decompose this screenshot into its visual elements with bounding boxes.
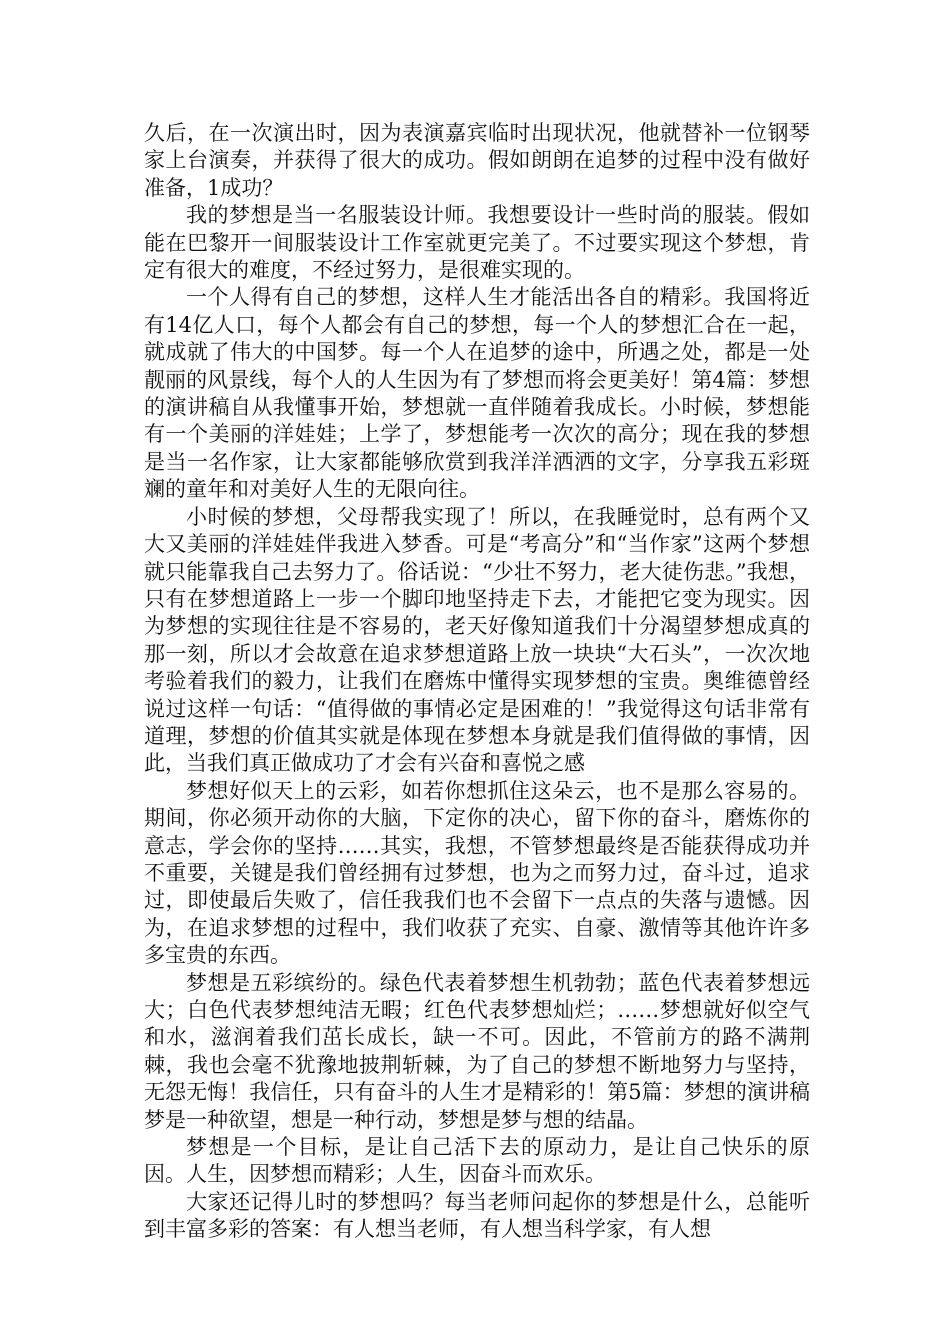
paragraph-6: 梦想是五彩缤纷的。绿色代表着梦想生机勃勃；蓝色代表着梦想远大；白色代表梦想纯洁无暇；红色代表梦想灿烂；……梦想就好似空气和水，滋润着我们茁长成长，缺一不可。因此，不管前方的路不满荆棘，我也会毫不犹豫地披荆斩棘，为了自己的梦想不断地努力与坚持，无怨无悔！我信任，只有奋斗的人生才是精彩的！第5篇：梦想的演讲稿梦是一种欲望，想是一种行动，梦想是梦与想的结晶。	[144, 970, 810, 1132]
paragraph-5: 梦想好似天上的云彩，如若你想抓住这朵云，也不是那么容易的。期间，你必须开动你的大脑，下定你的决心，留下你的奋斗，磨炼你的意志，学会你的坚持……其实，我想，不管梦想最终是否能获得成功并不重要，关键是我们曾经拥有过梦想，也为之而努力过，奋斗过，追求过，即使最后失败了，信任我我们也不会留下一点点的失落与遗憾。因为，在追求梦想的过程中，我们收获了充实、自豪、激情等其他许许多多宝贵的东西。	[144, 778, 810, 968]
paragraph-8: 大家还记得儿时的梦想吗？每当老师问起你的梦想是什么，总能听到丰富多彩的答案：有人想当老师，有人想当科学家，有人想	[144, 1189, 810, 1242]
paragraph-1: 久后，在一次演出时，因为表演嘉宾临时出现状况，他就替补一位钢琴家上台演奏，并获得了很大的成功。假如朗朗在追梦的过程中没有做好准备，1成功？	[144, 121, 810, 200]
paragraph-4: 小时候的梦想，父母帮我实现了！所以，在我睡觉时，总有两个又大又美丽的洋娃娃伴我进入梦香。可是“考高分”和“当作家”这两个梦想就只能靠我自己去努力了。俗话说：“少壮不努力，老大徒伤悲。”我想，只有在梦想道路上一步一个脚印地坚持走下去，才能把它变为现实。因为梦想的实现往往是不容易的，老天好像知道我们十分渴望梦想成真的那一刻，所以才会故意在追求梦想道路上放一块块“大石头”，一次次地考验着我们的毅力，让我们在磨炼中懂得实现梦想的宝贵。奥维德曾经说过这样一句话：“值得做的事情必定是困难的！”我觉得这句话非常有道理，梦想的价值其实就是体现在梦想本身就是我们值得做的事情，因此，当我们真正做成功了才会有兴奋和喜悦之感	[144, 504, 810, 776]
document-page	[144, 120, 810, 1244]
paragraph-3: 一个人得有自己的梦想，这样人生才能活出各自的精彩。我国将近有14亿人口，每个人都会有自己的梦想，每一个人的梦想汇合在一起，就成就了伟大的中国梦。每一个人在追梦的途中，所遇之处，都是一处靓丽的风景线，每个人的人生因为有了梦想而将会更美好！第4篇：梦想的演讲稿自从我懂事开始，梦想就一直伴随着我成长。小时候，梦想能有一个美丽的洋娃娃；上学了，梦想能考一次次的高分；现在我的梦想是当一名作家，让大家都能够欣赏到我洋洋洒洒的文字，分享我五彩斑斓的童年和对美好人生的无限向往。	[144, 285, 810, 502]
paragraph-2: 我的梦想是当一名服装设计师。我想要设计一些时尚的服装。假如能在巴黎开一间服装设计工作室就更完美了。不过要实现这个梦想，肯定有很大的难度，不经过努力，是很难实现的。	[144, 203, 810, 283]
paragraph-7: 梦想是一个目标，是让自己活下去的原动力，是让自己快乐的原因。人生，因梦想而精彩；人生，因奋斗而欢乐。	[144, 1135, 810, 1187]
